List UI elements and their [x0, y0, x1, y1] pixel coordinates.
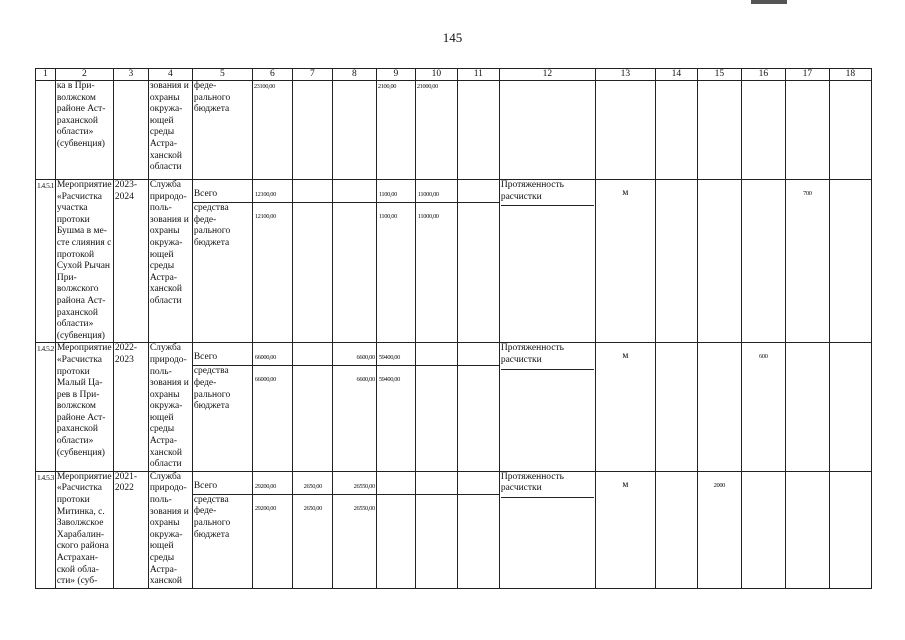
row-number-cell: 1.4.5.2 — [36, 343, 56, 472]
table-row-1452 — [36, 343, 872, 472]
amount-cell — [332, 180, 376, 343]
amount-federal: 12100,00 — [254, 213, 276, 220]
amount-total-cell — [252, 471, 292, 588]
period-cell: 2023- 2024 — [113, 180, 148, 343]
period-cell: 2021- 2022 — [113, 471, 148, 588]
amount-federal: 2650,00 — [303, 504, 322, 512]
amount-cell — [332, 81, 376, 180]
col-header: 9 — [376, 69, 415, 81]
value-cell — [697, 343, 741, 472]
col-header: 11 — [457, 69, 499, 81]
row-number-cell — [36, 81, 56, 180]
amount-total: 66000,00 — [253, 343, 292, 366]
table-row-1451 — [36, 180, 872, 343]
col-header: 5 — [192, 69, 252, 81]
value-cell — [785, 471, 829, 588]
amount-federal: 1100,00 — [378, 213, 397, 220]
table-row-1453 — [36, 471, 872, 588]
program-table — [35, 68, 872, 589]
amount-total-cell: 23100,00 — [252, 81, 292, 180]
value-cell — [829, 81, 871, 180]
amount-federal: 26550,00 — [353, 504, 375, 512]
value-cell — [697, 81, 741, 180]
amount-cell: 2100,00 — [376, 81, 415, 180]
value-cell: 700 — [785, 180, 829, 343]
measure-name-cell: Мероприятие «Расчистка протоки Митинка, с. Заволжское Харабалин- ского района Астрахан- ской обла- сти» (суб- — [55, 471, 113, 588]
row-number-cell: 1.4.5.1 — [36, 180, 56, 343]
measure-name-cell: ка в При- волжском районе Аст- раханской области» (субвенция) — [55, 81, 113, 180]
col-header: 18 — [829, 69, 871, 81]
amount-cell — [376, 471, 415, 588]
value-cell — [829, 343, 871, 472]
amount-cell: 21000,00 — [415, 81, 457, 180]
col-header: 7 — [292, 69, 332, 81]
executor-cell: зования и охраны окружа- ющей среды Астра- ханской области — [148, 81, 192, 180]
amount-total: 1100,00 — [377, 180, 415, 203]
value-cell — [655, 81, 697, 180]
amount-federal: 6600,00 — [356, 376, 375, 384]
col-header: 8 — [332, 69, 376, 81]
source-total: Всего — [193, 472, 252, 495]
value-cell: 600 — [741, 343, 785, 472]
amount-cell — [376, 180, 415, 343]
amount-cell — [292, 343, 332, 472]
col-header: 1 — [36, 69, 56, 81]
executor-cell: Служба природо- поль- зования и охраны окружа- ющей среды Астра- ханской области — [148, 180, 192, 343]
value-cell — [655, 343, 697, 472]
page-number: 145 — [442, 30, 463, 45]
unit-cell: м — [595, 471, 655, 588]
col-header: 12 — [499, 69, 595, 81]
value-cell — [655, 180, 697, 343]
value-cell — [785, 343, 829, 472]
amount-total: 29200,00 — [253, 472, 292, 495]
table-row-continuation — [36, 81, 872, 180]
amount-cell — [457, 180, 499, 343]
amount-total: 6600,00 — [333, 343, 376, 366]
amount-cell — [292, 180, 332, 343]
amount-cell — [457, 343, 499, 472]
value-cell — [741, 81, 785, 180]
col-header: 17 — [785, 69, 829, 81]
source-total: Всего — [193, 180, 252, 203]
row-number-cell: 1.4.5.3 — [36, 471, 56, 588]
col-header: 16 — [741, 69, 785, 81]
amount-cell — [457, 471, 499, 588]
column-number-row — [36, 69, 872, 81]
amount-total-cell — [252, 180, 292, 343]
amount-total-cell — [252, 343, 292, 472]
unit-cell: м — [595, 180, 655, 343]
amount-cell — [332, 471, 376, 588]
indicator-cell: Протяженность расчистки — [499, 471, 595, 588]
amount-total: 26550,00 — [333, 472, 376, 495]
indicator-cell: Протяженность расчистки — [499, 180, 595, 343]
col-header: 15 — [697, 69, 741, 81]
amount-total: 59400,00 — [377, 343, 415, 366]
amount-total: 12100,00 — [253, 180, 292, 203]
indicator-cell: Протяженность расчистки — [499, 343, 595, 472]
col-header: 2 — [55, 69, 113, 81]
source-federal: средства феде- рального бюджета — [193, 366, 231, 412]
col-header: 3 — [113, 69, 148, 81]
col-header: 10 — [415, 69, 457, 81]
col-header: 13 — [595, 69, 655, 81]
amount-cell — [332, 343, 376, 472]
funding-source-cell: феде- рального бюджета — [192, 81, 252, 180]
amount-cell — [292, 471, 332, 588]
source-federal: средства феде- рального бюджета — [193, 494, 231, 540]
executor-cell: Служба природо- поль- зования и охраны окружа- ющей среды Астра- ханской — [148, 471, 192, 588]
value-cell — [697, 180, 741, 343]
amount-federal: 11000,00 — [417, 213, 439, 220]
period-cell: 2022- 2023 — [113, 343, 148, 472]
value-cell — [829, 180, 871, 343]
measure-name-cell: Мероприятие «Расчистка протоки Малый Ца- рев в При- волжском районе Аст- раханской области» (субвенция) — [55, 343, 113, 472]
amount-cell — [415, 471, 457, 588]
funding-source-cell — [192, 343, 252, 472]
measure-name-cell: Мероприятие «Расчистка участка протоки Бушма в ме- сте слияния с протокой Сухой Рычан При- волжского района Аст- раханской области» (субвенция) — [55, 180, 113, 343]
amount-total: 11000,00 — [416, 180, 457, 203]
scan-artifact — [751, 0, 787, 4]
value-cell — [785, 81, 829, 180]
amount-cell — [457, 81, 499, 180]
value-cell — [655, 471, 697, 588]
unit-cell: м — [595, 343, 655, 472]
period-cell — [113, 81, 148, 180]
unit-cell — [595, 81, 655, 180]
funding-source-cell — [192, 471, 252, 588]
source-total: Всего — [193, 343, 252, 366]
value-cell — [829, 471, 871, 588]
amount-federal: 66000,00 — [254, 376, 276, 384]
source-federal: средства феде- рального бюджета — [193, 203, 231, 248]
value-cell — [741, 180, 785, 343]
indicator-cell — [499, 81, 595, 180]
amount-cell — [415, 343, 457, 472]
value-cell — [741, 471, 785, 588]
value-cell: 2000 — [697, 471, 741, 588]
col-header: 4 — [148, 69, 192, 81]
amount-cell — [376, 343, 415, 472]
amount-cell — [292, 81, 332, 180]
amount-federal: 59400,00 — [378, 376, 400, 384]
funding-source-cell — [192, 180, 252, 343]
amount-federal: 29200,00 — [254, 504, 276, 512]
executor-cell: Служба природо- поль- зования и охраны окружа- ющей среды Астра- ханской области — [148, 343, 192, 472]
col-header: 6 — [252, 69, 292, 81]
col-header: 14 — [655, 69, 697, 81]
amount-cell — [415, 180, 457, 343]
amount-total: 2650,00 — [293, 472, 332, 495]
